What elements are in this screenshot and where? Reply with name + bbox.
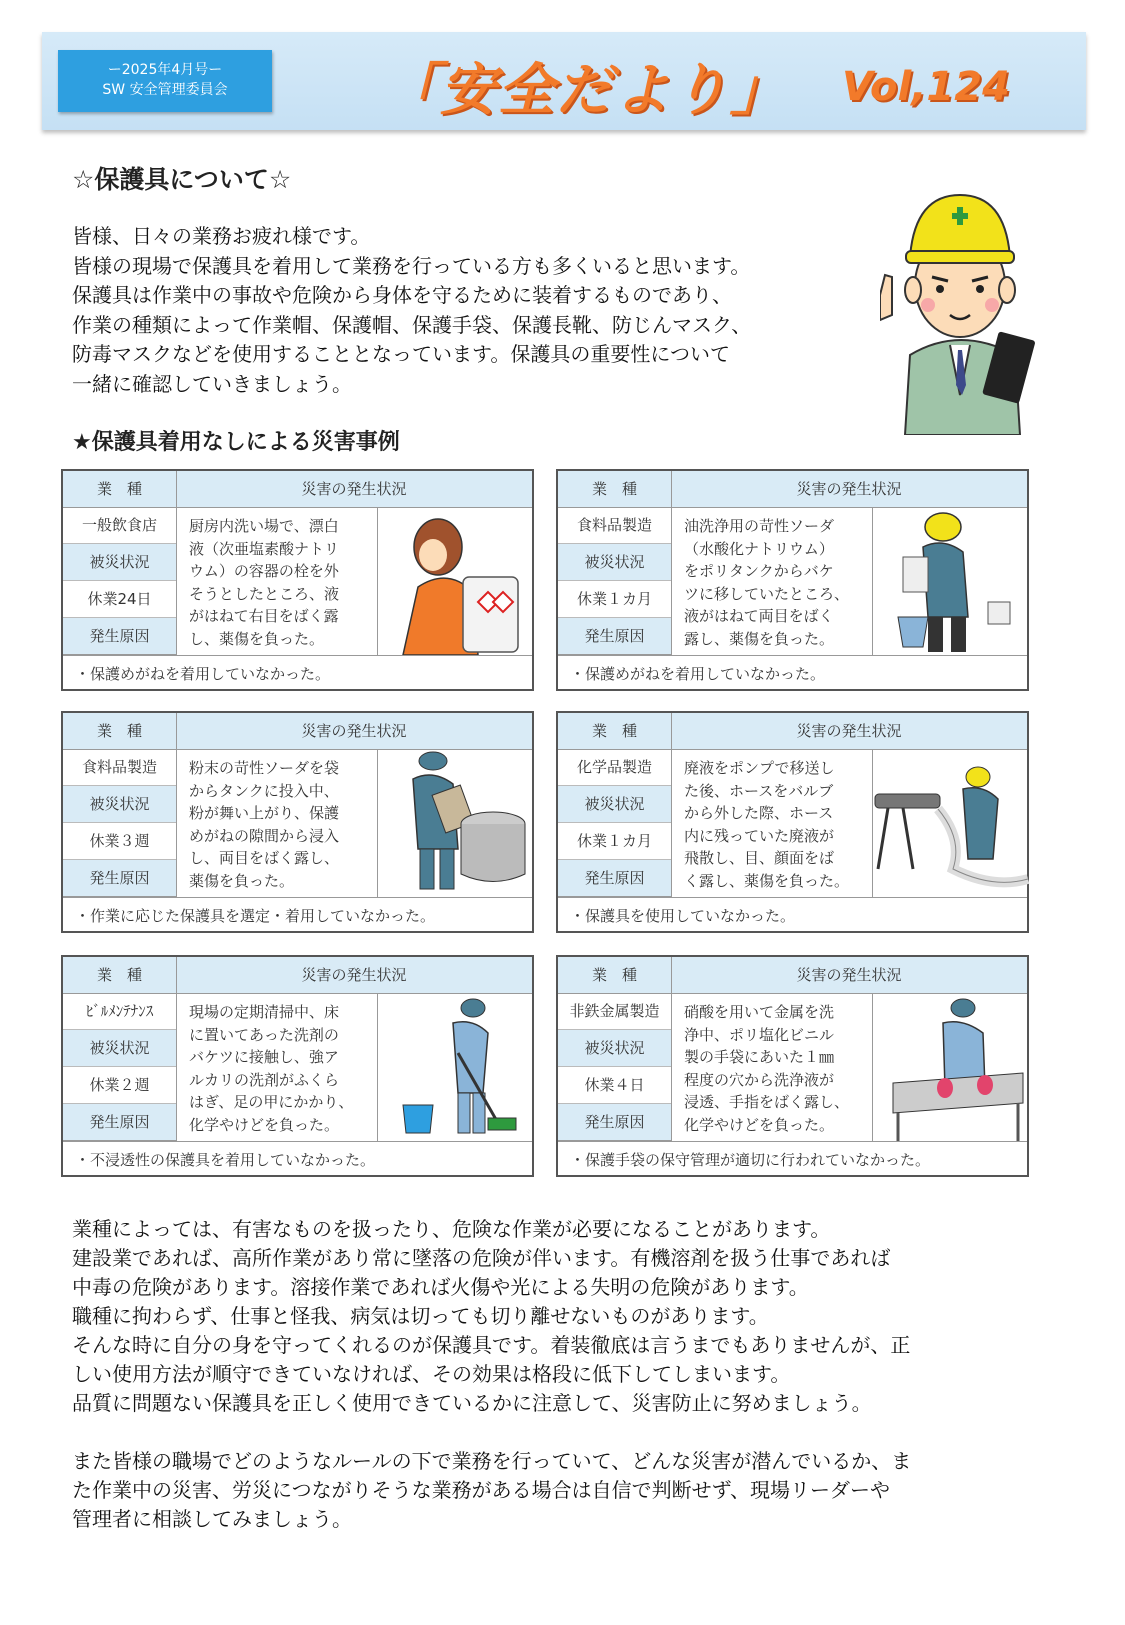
body-line: 職種に拘わらず、仕事と怪我、病気は切っても切り離せないものがあります。 bbox=[72, 1304, 769, 1328]
case-description: 厨房内洗い場で、漂白 液（次亜塩素酸ナトリ ウム）の容器の栓を外 そうとしたところ、液 がはねて右目をばく露 し、薬傷を負った。 bbox=[189, 517, 340, 648]
issue-date: ー2025年4月号ー bbox=[107, 62, 223, 78]
issue-box bbox=[58, 50, 272, 112]
case-industry: 一般飲食店 bbox=[63, 507, 176, 544]
label-damage: 被災状況 bbox=[558, 1030, 671, 1067]
header-situation: 災害の発生状況 bbox=[796, 480, 902, 498]
case-header bbox=[558, 957, 1027, 994]
body-line: そんな時に自分の身を守ってくれるのが保護具です。着装徹底は言うまでもありませんが、正 bbox=[72, 1333, 911, 1357]
case-description: 廃液をポンプで移送し た後、ホースをバルブ から外した際、ホース 内に残っていた廃液が 飛散し、目、顔面をば く露し、薬傷を負った。 bbox=[684, 759, 850, 890]
label-cause: 発生原因 bbox=[558, 860, 671, 897]
body-line: 業種によっては、有害なものを扱ったり、危険な作業が必要になることがあります。 bbox=[72, 1217, 831, 1241]
case-info-column bbox=[63, 993, 177, 1141]
case-info-column bbox=[558, 993, 672, 1141]
body-line: しい使用方法が順守できていなければ、その効果は格段に低下してしまいます。 bbox=[72, 1362, 791, 1386]
label-damage: 被災状況 bbox=[558, 544, 671, 581]
intro-line: 防毒マスクなどを使用することとなっています。保護具の重要性について bbox=[72, 342, 730, 367]
case-industry: 化学品製造 bbox=[558, 749, 671, 786]
label-damage: 被災状況 bbox=[63, 786, 176, 823]
label-cause: 発生原因 bbox=[63, 860, 176, 897]
header-situation: 災害の発生状況 bbox=[301, 480, 407, 498]
intro-line: 一緒に確認していきましょう。 bbox=[72, 371, 352, 396]
pouring-chemical-illustration bbox=[872, 507, 1030, 655]
label-cause: 発生原因 bbox=[63, 1104, 176, 1141]
body-line: 建設業であれば、高所作業があり常に墜落の危険が伴います。有機溶剤を扱う仕事であれば bbox=[72, 1246, 891, 1270]
case-cause: ・作業に応じた保護具を選定・着用していなかった。 bbox=[63, 897, 532, 934]
case-description: 油洗浄用の苛性ソーダ （水酸化ナトリウム） をポリタンクからバケ ツに移していたところ、 液がはねて両目をばく 露し、薬傷を負った。 bbox=[684, 517, 850, 648]
accident-case-card bbox=[61, 955, 534, 1177]
case-header bbox=[63, 957, 532, 994]
case-industry: ﾋﾞﾙﾒﾝﾃﾅﾝｽ bbox=[63, 993, 176, 1030]
case-cause: ・保護具を使用していなかった。 bbox=[558, 897, 1027, 934]
header-situation: 災害の発生状況 bbox=[796, 966, 902, 984]
case-leave: 休業１カ月 bbox=[558, 823, 671, 860]
case-cause: ・保護手袋の保守管理が適切に行われていなかった。 bbox=[558, 1141, 1027, 1178]
case-info-column bbox=[63, 507, 177, 655]
case-leave: 休業４日 bbox=[558, 1067, 671, 1104]
kitchen-worker-illustration bbox=[377, 507, 535, 655]
case-industry: 非鉄金属製造 bbox=[558, 993, 671, 1030]
case-cause: ・不浸透性の保護具を着用していなかった。 bbox=[63, 1141, 532, 1178]
accident-case-card bbox=[556, 955, 1029, 1177]
paragraph-gap bbox=[72, 1418, 1032, 1447]
case-header bbox=[63, 713, 532, 750]
header-industry: 業 種 bbox=[63, 957, 177, 993]
case-info-column bbox=[63, 749, 177, 897]
newsletter-title: 「安全だより」 bbox=[382, 58, 788, 123]
body-line: た作業中の災害、労災につながりそうな業務がある場合は自信で判断せず、現場リーダーや bbox=[72, 1478, 890, 1502]
body-line: 管理者に相談してみましょう。 bbox=[72, 1507, 352, 1531]
case-info-column bbox=[558, 507, 672, 655]
intro-paragraph bbox=[72, 222, 852, 400]
intro-line: 皆様、日々の業務お疲れ様です。 bbox=[72, 224, 371, 248]
case-header bbox=[63, 471, 532, 508]
body-line: また皆様の職場でどのようなルールの下で業務を行っていて、どんな災害が潜んでいるか、ま bbox=[72, 1449, 912, 1473]
metal-washing-illustration bbox=[872, 993, 1030, 1141]
label-damage: 被災状況 bbox=[63, 544, 176, 581]
safety-worker-mascot-illustration bbox=[880, 185, 1040, 435]
header-industry: 業 種 bbox=[63, 713, 177, 749]
floor-cleaning-illustration bbox=[377, 993, 535, 1141]
header-banner bbox=[42, 32, 1086, 130]
label-cause: 発生原因 bbox=[63, 618, 176, 655]
header-situation: 災害の発生状況 bbox=[796, 722, 902, 740]
accident-case-card bbox=[556, 469, 1029, 691]
case-industry: 食料品製造 bbox=[558, 507, 671, 544]
label-damage: 被災状況 bbox=[63, 1030, 176, 1067]
body-line: 品質に問題ない保護具を正しく使用できているかに注意して、災害防止に努めましょう。 bbox=[72, 1391, 872, 1415]
case-cause: ・保護めがねを着用していなかった。 bbox=[63, 655, 532, 692]
powder-tank-illustration bbox=[377, 749, 535, 897]
label-cause: 発生原因 bbox=[558, 618, 671, 655]
case-leave: 休業３週 bbox=[63, 823, 176, 860]
header-industry: 業 種 bbox=[558, 713, 672, 749]
accident-case-card bbox=[556, 711, 1029, 933]
closing-text bbox=[72, 1215, 1032, 1534]
case-header bbox=[558, 713, 1027, 750]
body-line: 中毒の危険があります。溶接作業であれば火傷や光による失明の危険があります。 bbox=[72, 1275, 809, 1299]
header-industry: 業 種 bbox=[558, 471, 672, 507]
header-industry: 業 種 bbox=[63, 471, 177, 507]
label-cause: 発生原因 bbox=[558, 1104, 671, 1141]
case-cause: ・保護めがねを着用していなかった。 bbox=[558, 655, 1027, 692]
accident-case-card bbox=[61, 711, 534, 933]
accident-case-card bbox=[61, 469, 534, 691]
case-leave: 休業１カ月 bbox=[558, 581, 671, 618]
hose-pipe-illustration bbox=[872, 749, 1030, 897]
case-leave: 休業24日 bbox=[63, 581, 176, 618]
case-description: 現場の定期清掃中、床 に置いてあった洗剤の バケツに接触し、強ア ルカリの洗剤がふくら はぎ、足の甲にかかり、 化学やけどを負った。 bbox=[189, 1003, 354, 1134]
case-info-column bbox=[558, 749, 672, 897]
intro-line: 皆様の現場で保護具を着用して業務を行っている方も多くいると思います。 bbox=[72, 253, 751, 278]
section-heading-accident-cases: ★保護具着用なしによる災害事例 bbox=[72, 430, 400, 455]
intro-line: 保護具は作業中の事故や危険から身体を守るために装着するものであり、 bbox=[72, 283, 732, 308]
case-header bbox=[558, 471, 1027, 508]
section-heading-protective-gear: ☆保護具について☆ bbox=[72, 165, 292, 194]
case-description: 硝酸を用いて金属を洗 浄中、ポリ塩化ビニル 製の手袋にあいた１㎜ 程度の穴から洗浄液が 浸透、手指をばく露し、 化学やけどを負った。 bbox=[684, 1003, 850, 1134]
case-leave: 休業２週 bbox=[63, 1067, 176, 1104]
case-industry: 食料品製造 bbox=[63, 749, 176, 786]
case-description: 粉末の苛性ソーダを袋 からタンクに投入中、 粉が舞い上がり、保護 めがねの隙間から浸入 し、両目をばく露し、 薬傷を負った。 bbox=[189, 759, 340, 890]
header-industry: 業 種 bbox=[558, 957, 672, 993]
label-damage: 被災状況 bbox=[558, 786, 671, 823]
committee-name: SW 安全管理委員会 bbox=[102, 82, 228, 98]
volume-number: Vol,124 bbox=[842, 64, 1010, 110]
intro-line: 作業の種類によって作業帽、保護帽、保護手袋、保護長靴、防じんマスク、 bbox=[72, 312, 752, 337]
header-situation: 災害の発生状況 bbox=[301, 722, 407, 740]
header-situation: 災害の発生状況 bbox=[301, 966, 407, 984]
